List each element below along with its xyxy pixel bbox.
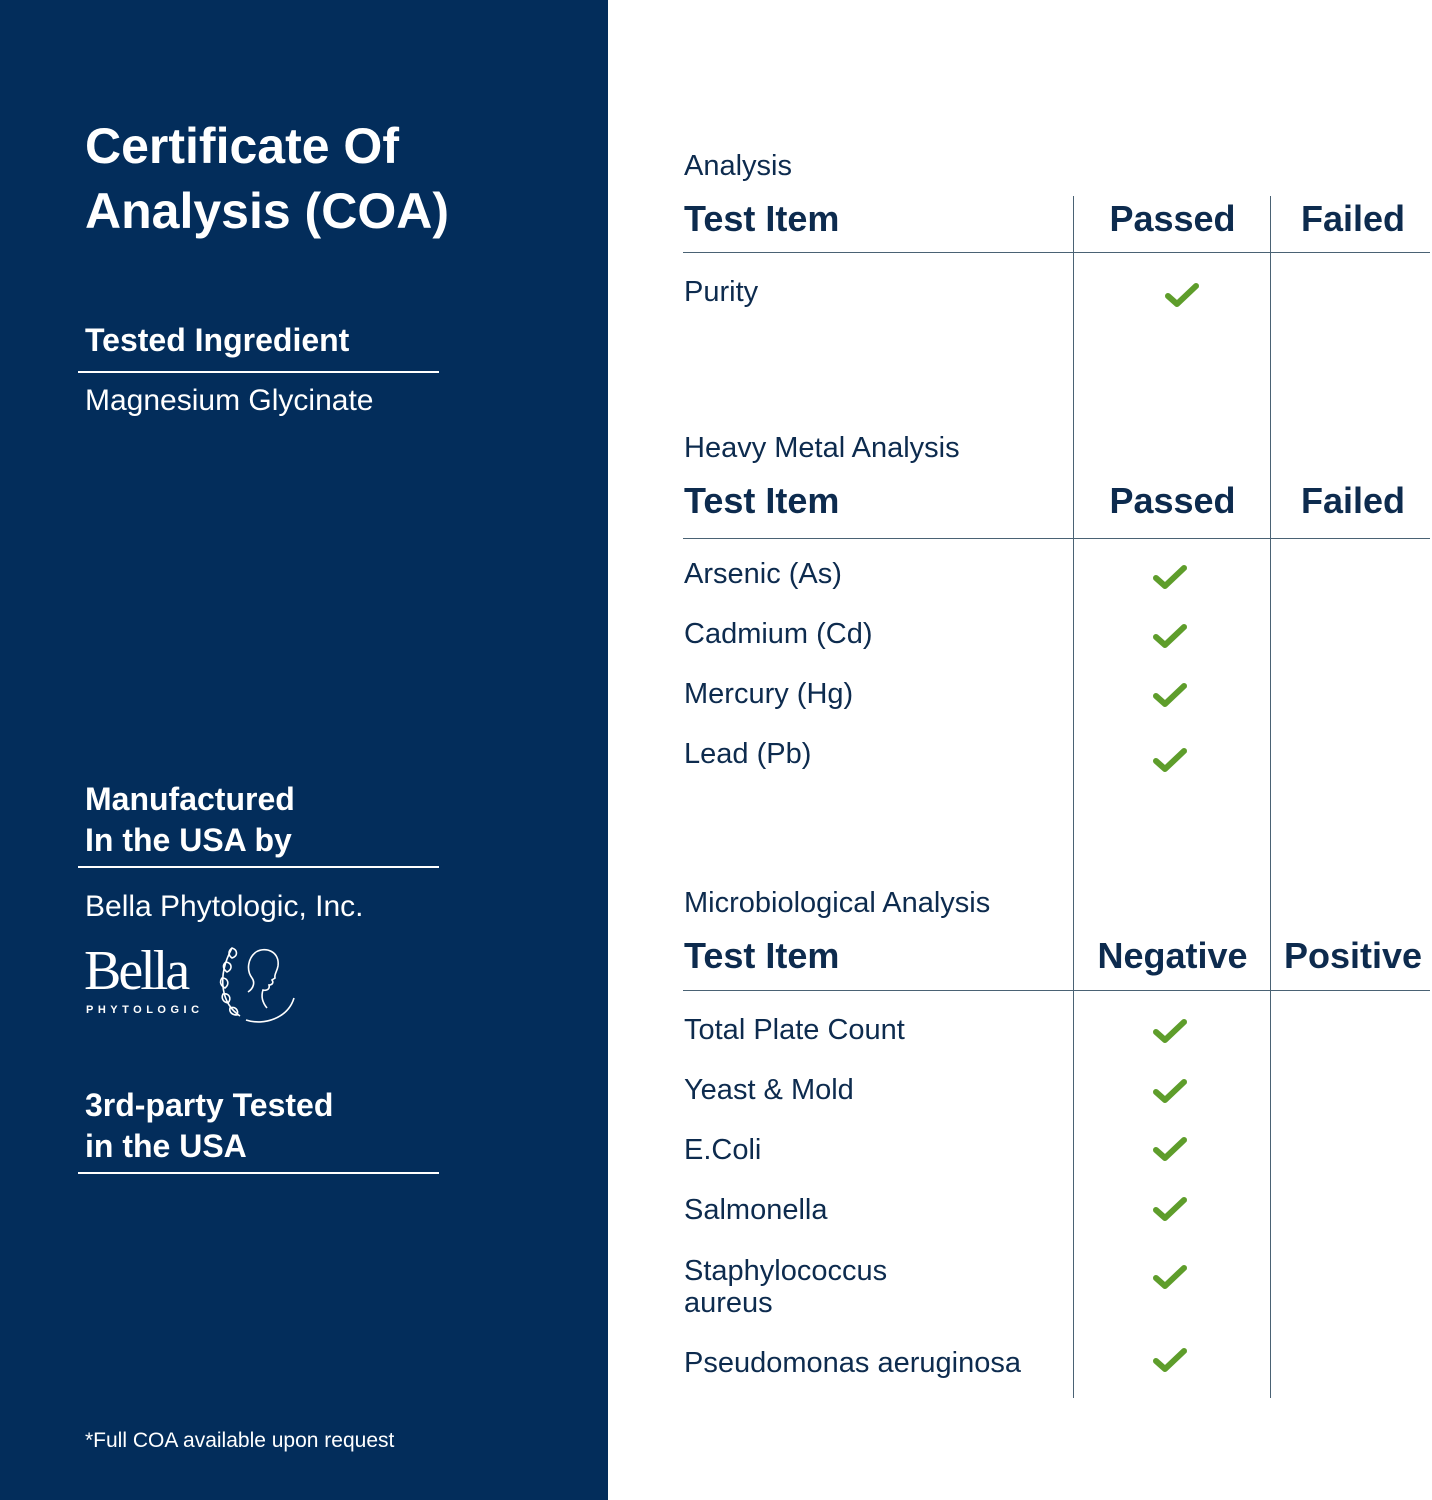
column-divider-1 bbox=[1073, 196, 1074, 1398]
check-icon bbox=[1153, 1018, 1187, 1044]
third-party-divider bbox=[78, 1172, 439, 1174]
check-icon bbox=[1165, 282, 1199, 308]
test-item-pseudomonas: Pseudomonas aeruginosa bbox=[684, 1347, 1021, 1379]
third-party-label bbox=[85, 1085, 333, 1167]
col-head-test-item: Test Item bbox=[684, 935, 840, 976]
col-head-passed: Passed bbox=[1109, 480, 1236, 521]
col-head-failed: Failed bbox=[1300, 480, 1406, 521]
col-head-test-item: Test Item bbox=[684, 480, 840, 521]
manufactured-line-2: In the USA by bbox=[85, 822, 292, 858]
third-party-line-1: 3rd-party Tested bbox=[85, 1087, 334, 1123]
check-icon bbox=[1153, 564, 1187, 590]
test-item-cadmium: Cadmium (Cd) bbox=[684, 618, 873, 650]
test-item-staphylococcus-aureus bbox=[684, 1255, 1064, 1319]
woman-profile-laurel-icon bbox=[210, 938, 300, 1028]
check-icon bbox=[1153, 1264, 1187, 1290]
staphylococcus-line-2: aureus bbox=[684, 1287, 773, 1319]
check-icon bbox=[1153, 623, 1187, 649]
section-label-heavy-metal: Heavy Metal Analysis bbox=[684, 432, 960, 464]
title-line-1: Certificate Of bbox=[85, 118, 399, 174]
logo-subtext: PHYTOLOGIC bbox=[86, 1004, 204, 1016]
coa-table bbox=[608, 0, 1432, 1500]
tested-ingredient-label: Tested Ingredient bbox=[85, 322, 350, 358]
left-panel bbox=[0, 0, 608, 1500]
col-head-passed: Passed bbox=[1109, 198, 1236, 239]
check-icon bbox=[1153, 1196, 1187, 1222]
logo-wordmark: Bella bbox=[84, 940, 188, 1002]
col-head-positive: Positive bbox=[1283, 935, 1423, 976]
test-item-total-plate-count: Total Plate Count bbox=[684, 1014, 905, 1046]
test-item-mercury: Mercury (Hg) bbox=[684, 678, 854, 710]
manufactured-divider bbox=[78, 866, 439, 868]
check-icon bbox=[1153, 1078, 1187, 1104]
title-line-2: Analysis (COA) bbox=[85, 183, 449, 239]
section-label-analysis: Analysis bbox=[684, 150, 792, 182]
bella-phytologic-logo bbox=[84, 938, 304, 1028]
manufactured-label bbox=[85, 779, 295, 861]
section-header-rule bbox=[683, 538, 1430, 539]
col-head-failed: Failed bbox=[1300, 198, 1406, 239]
manufacturer-name: Bella Phytologic, Inc. bbox=[85, 890, 364, 923]
tested-ingredient-divider bbox=[78, 371, 439, 373]
test-item-yeast-mold: Yeast & Mold bbox=[684, 1074, 854, 1106]
column-divider-2 bbox=[1270, 196, 1271, 1398]
third-party-line-2: in the USA bbox=[85, 1128, 247, 1164]
test-item-salmonella: Salmonella bbox=[684, 1194, 828, 1226]
col-head-test-item: Test Item bbox=[684, 198, 840, 239]
test-item-ecoli: E.Coli bbox=[684, 1134, 762, 1166]
tested-ingredient-value: Magnesium Glycinate bbox=[85, 384, 374, 417]
check-icon bbox=[1153, 1136, 1187, 1162]
staphylococcus-line-1: Staphylococcus bbox=[684, 1255, 888, 1287]
test-item-arsenic: Arsenic (As) bbox=[684, 558, 842, 590]
test-item-purity: Purity bbox=[684, 276, 759, 308]
check-icon bbox=[1153, 1347, 1187, 1373]
test-item-lead: Lead (Pb) bbox=[684, 738, 812, 770]
section-header-rule bbox=[683, 252, 1430, 253]
manufactured-line-1: Manufactured bbox=[85, 781, 295, 817]
check-icon bbox=[1153, 682, 1187, 708]
footnote: *Full COA available upon request bbox=[85, 1429, 395, 1452]
check-icon bbox=[1153, 747, 1187, 773]
section-header-rule bbox=[683, 990, 1430, 991]
col-head-negative: Negative bbox=[1097, 935, 1248, 976]
page-title bbox=[85, 114, 545, 244]
section-label-microbiological: Microbiological Analysis bbox=[684, 887, 991, 919]
